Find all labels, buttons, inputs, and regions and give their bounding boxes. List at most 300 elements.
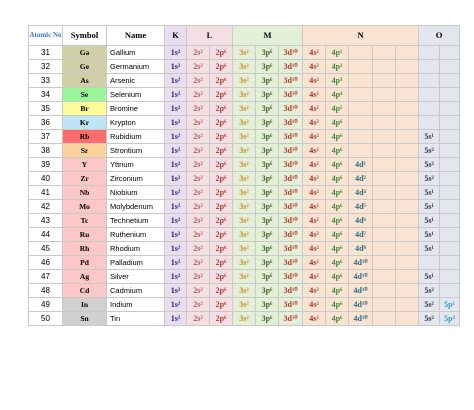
orbital-cell-m-1: 3s² [233,270,256,284]
orbital-cell-l-1: 2s² [187,158,210,172]
orbital-cell-k-1: 1s² [165,214,187,228]
orbital-cell-o-2 [440,172,460,186]
table-row [29,144,460,158]
orbital-cell-o-2 [440,116,460,130]
orbital-cell-n-3: 4d⁴ [349,186,373,200]
symbol-cell: Sr [63,144,107,158]
orbital-cell-m-2: 3p⁶ [256,130,279,144]
orbital-cell-k-1: 1s² [165,116,187,130]
atomic-number-cell: 32 [29,60,63,74]
atomic-number-cell: 36 [29,116,63,130]
orbital-cell-k-1: 1s² [165,46,187,60]
empty-cell [373,270,396,284]
orbital-cell-n-3: 4d¹⁰ [349,312,373,326]
orbital-cell-o-2 [440,284,460,298]
orbital-cell-o-1: 5s¹ [419,214,440,228]
orbital-cell-o-2 [440,74,460,88]
name-cell: Molybdenum [107,200,165,214]
orbital-cell-n-2: 4p⁶ [326,130,349,144]
symbol-cell: Ge [63,60,107,74]
symbol-cell: Ga [63,46,107,60]
empty-cell [373,228,396,242]
empty-cell [396,158,419,172]
orbital-cell-o-2 [440,256,460,270]
empty-cell [396,130,419,144]
orbital-cell-l-2: 2p⁶ [210,74,233,88]
orbital-cell-m-1: 3s² [233,158,256,172]
orbital-cell-n-2: 4p⁶ [326,284,349,298]
orbital-cell-m-2: 3p⁶ [256,88,279,102]
empty-cell [396,102,419,116]
orbital-cell-n-2: 4p⁶ [326,186,349,200]
name-cell: Strontium [107,144,165,158]
orbital-cell-n-1: 4s² [303,74,326,88]
orbital-cell-m-3: 3d¹⁰ [279,60,303,74]
orbital-cell-l-1: 2s² [187,284,210,298]
orbital-cell-o-2 [440,102,460,116]
orbital-cell-n-1: 4s² [303,130,326,144]
orbital-cell-o-2 [440,214,460,228]
orbital-cell-n-1: 4s² [303,228,326,242]
atomic-number-cell: 47 [29,270,63,284]
orbital-cell-l-2: 2p⁶ [210,102,233,116]
orbital-cell-n-3 [349,46,373,60]
orbital-cell-n-3 [349,102,373,116]
header-symbol: Symbol [63,26,107,46]
symbol-cell: Sn [63,312,107,326]
symbol-cell: In [63,298,107,312]
orbital-cell-l-2: 2p⁶ [210,172,233,186]
orbital-cell-m-1: 3s² [233,144,256,158]
orbital-cell-l-1: 2s² [187,74,210,88]
atomic-number-cell: 48 [29,284,63,298]
orbital-cell-m-3: 3d¹⁰ [279,144,303,158]
orbital-cell-n-1: 4s² [303,186,326,200]
empty-cell [373,256,396,270]
orbital-cell-n-1: 4s² [303,200,326,214]
orbital-cell-n-1: 4s² [303,172,326,186]
orbital-cell-m-2: 3p⁶ [256,270,279,284]
header-shell-m: M [233,26,303,46]
symbol-cell: Cd [63,284,107,298]
symbol-cell: Kr [63,116,107,130]
orbital-cell-m-1: 3s² [233,102,256,116]
empty-cell [396,186,419,200]
orbital-cell-n-1: 4s² [303,88,326,102]
orbital-cell-o-2 [440,270,460,284]
table-row [29,88,460,102]
orbital-cell-k-1: 1s² [165,242,187,256]
atomic-number-cell: 35 [29,102,63,116]
name-cell: Silver [107,270,165,284]
orbital-cell-m-2: 3p⁶ [256,242,279,256]
orbital-cell-m-3: 3d¹⁰ [279,74,303,88]
orbital-cell-l-2: 2p⁶ [210,284,233,298]
empty-cell [396,214,419,228]
orbital-cell-l-1: 2s² [187,256,210,270]
empty-cell [396,172,419,186]
orbital-cell-l-2: 2p⁶ [210,256,233,270]
orbital-cell-o-2 [440,242,460,256]
orbital-cell-l-1: 2s² [187,312,210,326]
orbital-cell-m-2: 3p⁶ [256,298,279,312]
orbital-cell-o-2 [440,130,460,144]
orbital-cell-m-3: 3d¹⁰ [279,242,303,256]
symbol-cell: Y [63,158,107,172]
orbital-cell-m-2: 3p⁶ [256,172,279,186]
orbital-cell-k-1: 1s² [165,88,187,102]
name-cell: Cadmium [107,284,165,298]
orbital-cell-m-2: 3p⁶ [256,284,279,298]
orbital-cell-m-3: 3d¹⁰ [279,186,303,200]
orbital-cell-n-2: 4p⁶ [326,158,349,172]
name-cell: Niobium [107,186,165,200]
name-cell: Rubidium [107,130,165,144]
atomic-number-cell: 41 [29,186,63,200]
empty-cell [373,312,396,326]
orbital-cell-o-1: 5s¹ [419,228,440,242]
name-cell: Germanium [107,60,165,74]
orbital-cell-k-1: 1s² [165,74,187,88]
orbital-cell-m-2: 3p⁶ [256,312,279,326]
orbital-cell-m-3: 3d¹⁰ [279,130,303,144]
orbital-cell-o-2 [440,158,460,172]
empty-cell [373,60,396,74]
orbital-cell-n-3 [349,74,373,88]
name-cell: Zirconium [107,172,165,186]
name-cell: Bromine [107,102,165,116]
orbital-cell-m-3: 3d¹⁰ [279,88,303,102]
orbital-cell-m-2: 3p⁶ [256,200,279,214]
header-atomic-no: Atomic No [29,26,63,46]
orbital-cell-l-1: 2s² [187,298,210,312]
orbital-cell-n-1: 4s² [303,214,326,228]
orbital-cell-l-1: 2s² [187,242,210,256]
table-row [29,270,460,284]
orbital-cell-k-1: 1s² [165,270,187,284]
table-row [29,46,460,60]
orbital-cell-n-1: 4s² [303,102,326,116]
orbital-cell-k-1: 1s² [165,228,187,242]
electron-configuration-table [28,25,460,326]
orbital-cell-m-2: 3p⁶ [256,186,279,200]
orbital-cell-n-1: 4s² [303,46,326,60]
orbital-cell-m-2: 3p⁶ [256,256,279,270]
orbital-cell-k-1: 1s² [165,60,187,74]
table-row [29,228,460,242]
symbol-cell: As [63,74,107,88]
orbital-cell-n-3 [349,144,373,158]
table-row [29,312,460,326]
orbital-cell-m-1: 3s² [233,116,256,130]
orbital-cell-l-2: 2p⁶ [210,200,233,214]
orbital-cell-n-2: 4p⁶ [326,144,349,158]
orbital-cell-o-2 [440,144,460,158]
name-cell: Gallium [107,46,165,60]
orbital-cell-m-1: 3s² [233,228,256,242]
orbital-cell-l-1: 2s² [187,172,210,186]
orbital-cell-m-3: 3d¹⁰ [279,172,303,186]
orbital-cell-o-1 [419,74,440,88]
orbital-cell-l-1: 2s² [187,144,210,158]
orbital-cell-n-2: 4p⁶ [326,312,349,326]
table-row [29,186,460,200]
orbital-cell-n-1: 4s² [303,312,326,326]
orbital-cell-m-1: 3s² [233,74,256,88]
orbital-cell-o-2 [440,186,460,200]
atomic-number-cell: 44 [29,228,63,242]
orbital-cell-l-1: 2s² [187,88,210,102]
orbital-cell-o-1: 5s² [419,312,440,326]
empty-cell [396,60,419,74]
atomic-number-cell: 34 [29,88,63,102]
orbital-cell-m-3: 3d¹⁰ [279,270,303,284]
empty-cell [373,116,396,130]
orbital-cell-n-3: 4d⁷ [349,228,373,242]
orbital-cell-m-2: 3p⁶ [256,74,279,88]
table-row [29,60,460,74]
symbol-cell: Zr [63,172,107,186]
orbital-cell-n-3: 4d¹⁰ [349,256,373,270]
orbital-cell-o-1: 5s² [419,158,440,172]
orbital-cell-n-2: 4p² [326,60,349,74]
orbital-cell-n-3: 4d⁸ [349,242,373,256]
orbital-cell-n-2: 4p⁶ [326,200,349,214]
empty-cell [373,144,396,158]
symbol-cell: Pd [63,256,107,270]
orbital-cell-n-2: 4p⁶ [326,242,349,256]
orbital-cell-l-2: 2p⁶ [210,242,233,256]
orbital-cell-n-3 [349,88,373,102]
header-shell-l: L [187,26,233,46]
orbital-cell-o-1 [419,88,440,102]
orbital-cell-n-2: 4p¹ [326,46,349,60]
table-row [29,116,460,130]
orbital-cell-o-2 [440,200,460,214]
orbital-cell-n-2: 4p⁶ [326,256,349,270]
orbital-cell-n-3: 4d¹⁰ [349,284,373,298]
empty-cell [373,130,396,144]
orbital-cell-k-1: 1s² [165,130,187,144]
orbital-cell-m-1: 3s² [233,186,256,200]
orbital-cell-n-1: 4s² [303,270,326,284]
name-cell: Yttrium [107,158,165,172]
table-row [29,242,460,256]
orbital-cell-o-1 [419,102,440,116]
orbital-cell-m-1: 3s² [233,200,256,214]
empty-cell [373,158,396,172]
orbital-cell-l-1: 2s² [187,200,210,214]
empty-cell [396,298,419,312]
empty-cell [396,144,419,158]
symbol-cell: Ru [63,228,107,242]
orbital-cell-k-1: 1s² [165,284,187,298]
orbital-cell-l-2: 2p⁶ [210,298,233,312]
empty-cell [373,102,396,116]
empty-cell [396,242,419,256]
orbital-cell-k-1: 1s² [165,298,187,312]
orbital-cell-o-2 [440,88,460,102]
table-row [29,130,460,144]
empty-cell [396,74,419,88]
orbital-cell-k-1: 1s² [165,312,187,326]
orbital-cell-n-3: 4d⁵ [349,200,373,214]
table-row [29,214,460,228]
name-cell: Tin [107,312,165,326]
orbital-cell-o-1: 5s² [419,284,440,298]
empty-cell [373,298,396,312]
atomic-number-cell: 50 [29,312,63,326]
orbital-cell-l-2: 2p⁶ [210,186,233,200]
atomic-number-cell: 37 [29,130,63,144]
orbital-cell-m-3: 3d¹⁰ [279,228,303,242]
table-row [29,298,460,312]
orbital-cell-l-1: 2s² [187,228,210,242]
empty-cell [396,46,419,60]
symbol-cell: Rh [63,242,107,256]
orbital-cell-m-3: 3d¹⁰ [279,214,303,228]
orbital-cell-o-2 [440,60,460,74]
header-shell-n: N [303,26,419,46]
name-cell: Selenium [107,88,165,102]
empty-cell [396,228,419,242]
table-body [29,46,460,326]
empty-cell [373,172,396,186]
orbital-cell-o-2: 5p¹ [440,298,460,312]
orbital-cell-n-1: 4s² [303,116,326,130]
symbol-cell: Mo [63,200,107,214]
name-cell: Technetium [107,214,165,228]
atomic-number-cell: 49 [29,298,63,312]
orbital-cell-m-2: 3p⁶ [256,60,279,74]
table-row [29,102,460,116]
symbol-cell: Tc [63,214,107,228]
orbital-cell-m-1: 3s² [233,172,256,186]
orbital-cell-l-1: 2s² [187,102,210,116]
orbital-cell-m-3: 3d¹⁰ [279,46,303,60]
orbital-cell-l-2: 2p⁶ [210,60,233,74]
orbital-cell-m-3: 3d¹⁰ [279,256,303,270]
orbital-cell-m-1: 3s² [233,60,256,74]
symbol-cell: Ag [63,270,107,284]
orbital-cell-l-2: 2p⁶ [210,214,233,228]
header-name: Name [107,26,165,46]
orbital-cell-o-1: 5s¹ [419,200,440,214]
empty-cell [396,200,419,214]
orbital-cell-m-2: 3p⁶ [256,144,279,158]
orbital-cell-o-2: 5p² [440,312,460,326]
orbital-cell-m-3: 3d¹⁰ [279,284,303,298]
orbital-cell-l-2: 2p⁶ [210,130,233,144]
orbital-cell-m-3: 3d¹⁰ [279,298,303,312]
orbital-cell-l-1: 2s² [187,186,210,200]
orbital-cell-k-1: 1s² [165,172,187,186]
orbital-cell-m-1: 3s² [233,298,256,312]
orbital-cell-n-3: 4d¹⁰ [349,270,373,284]
atomic-number-cell: 39 [29,158,63,172]
orbital-cell-n-1: 4s² [303,298,326,312]
orbital-cell-l-2: 2p⁶ [210,228,233,242]
orbital-cell-o-1 [419,256,440,270]
orbital-cell-l-1: 2s² [187,270,210,284]
orbital-cell-o-1: 5s¹ [419,186,440,200]
orbital-cell-l-1: 2s² [187,130,210,144]
header-row [29,26,460,46]
orbital-cell-m-3: 3d¹⁰ [279,200,303,214]
orbital-cell-m-1: 3s² [233,214,256,228]
symbol-cell: Nb [63,186,107,200]
empty-cell [396,256,419,270]
orbital-cell-m-2: 3p⁶ [256,214,279,228]
symbol-cell: Br [63,102,107,116]
orbital-cell-l-2: 2p⁶ [210,312,233,326]
orbital-cell-m-1: 3s² [233,130,256,144]
atomic-number-cell: 40 [29,172,63,186]
orbital-cell-o-1: 5s² [419,144,440,158]
empty-cell [373,284,396,298]
atomic-number-cell: 43 [29,214,63,228]
orbital-cell-l-2: 2p⁶ [210,158,233,172]
orbital-cell-o-1 [419,116,440,130]
orbital-cell-l-1: 2s² [187,60,210,74]
orbital-cell-o-1: 5s¹ [419,270,440,284]
orbital-cell-n-3: 4d¹⁰ [349,298,373,312]
orbital-cell-m-1: 3s² [233,242,256,256]
atomic-number-cell: 31 [29,46,63,60]
orbital-cell-m-3: 3d¹⁰ [279,312,303,326]
orbital-cell-k-1: 1s² [165,102,187,116]
orbital-cell-m-1: 3s² [233,256,256,270]
orbital-cell-n-1: 4s² [303,144,326,158]
orbital-cell-k-1: 1s² [165,256,187,270]
name-cell: Ruthenium [107,228,165,242]
orbital-cell-m-2: 3p⁶ [256,116,279,130]
orbital-cell-l-1: 2s² [187,116,210,130]
name-cell: Rhodium [107,242,165,256]
orbital-cell-n-2: 4p⁶ [326,270,349,284]
orbital-cell-m-1: 3s² [233,88,256,102]
orbital-cell-m-2: 3p⁶ [256,158,279,172]
orbital-cell-n-3: 4d² [349,172,373,186]
orbital-cell-l-2: 2p⁶ [210,46,233,60]
orbital-cell-l-2: 2p⁶ [210,116,233,130]
orbital-cell-o-1: 5s² [419,298,440,312]
empty-cell [373,88,396,102]
orbital-cell-l-1: 2s² [187,214,210,228]
orbital-cell-o-1: 5s² [419,172,440,186]
orbital-cell-k-1: 1s² [165,158,187,172]
empty-cell [373,74,396,88]
orbital-cell-n-3 [349,60,373,74]
orbital-cell-m-1: 3s² [233,312,256,326]
orbital-cell-m-3: 3d¹⁰ [279,158,303,172]
table-row [29,158,460,172]
orbital-cell-m-3: 3d¹⁰ [279,116,303,130]
orbital-cell-n-2: 4p⁶ [326,172,349,186]
name-cell: Arsenic [107,74,165,88]
orbital-cell-n-2: 4p⁶ [326,298,349,312]
name-cell: Indium [107,298,165,312]
orbital-cell-o-2 [440,46,460,60]
atomic-number-cell: 33 [29,74,63,88]
symbol-cell: Se [63,88,107,102]
orbital-cell-n-2: 4p³ [326,74,349,88]
orbital-cell-l-1: 2s² [187,46,210,60]
empty-cell [396,270,419,284]
table-row [29,200,460,214]
name-cell: Krypton [107,116,165,130]
atomic-number-cell: 46 [29,256,63,270]
